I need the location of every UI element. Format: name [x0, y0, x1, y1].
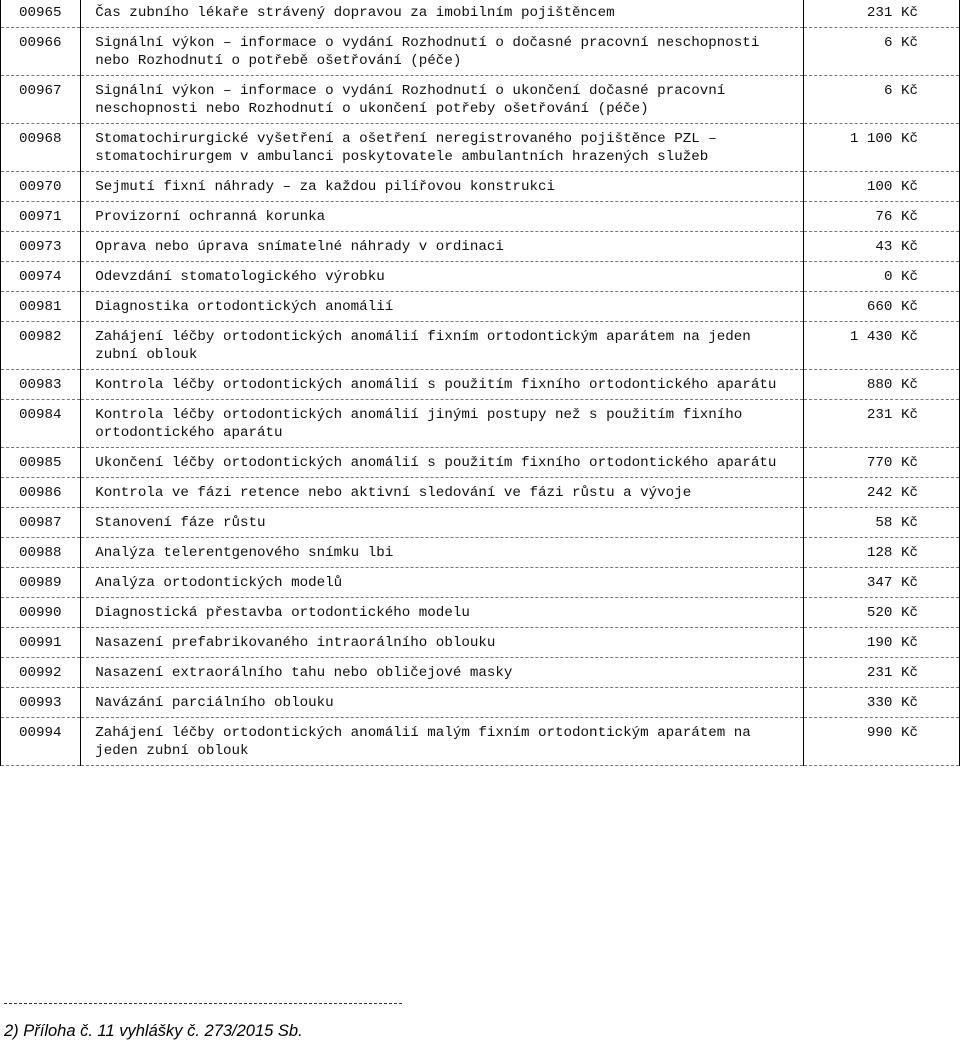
procedure-code: 00973: [1, 232, 81, 262]
procedure-price: 1 430 Kč: [803, 322, 959, 370]
procedure-code: 00981: [1, 292, 81, 322]
procedure-price: 330 Kč: [803, 688, 959, 718]
table-row: [1, 76, 960, 124]
procedure-description: Zahájení léčby ortodontických anomálií malým fixním ortodontickým aparátem na jeden zubní oblouk: [81, 718, 803, 766]
table-row: [1, 370, 960, 400]
procedure-description: Ukončení léčby ortodontických anomálií s použitím fixního ortodontického aparátu: [81, 448, 803, 478]
table-row: [1, 232, 960, 262]
table-row: [1, 400, 960, 448]
procedure-code: 00983: [1, 370, 81, 400]
procedure-description: Odevzdání stomatologického výrobku: [81, 262, 803, 292]
procedure-code: 00968: [1, 124, 81, 172]
procedure-price: 76 Kč: [803, 202, 959, 232]
procedure-price: 100 Kč: [803, 172, 959, 202]
table-row: [1, 628, 960, 658]
table-row: [1, 508, 960, 538]
procedure-price: 190 Kč: [803, 628, 959, 658]
procedure-code: 00992: [1, 658, 81, 688]
table-row: [1, 172, 960, 202]
procedure-code: 00990: [1, 598, 81, 628]
procedure-code: 00993: [1, 688, 81, 718]
procedure-description: Stomatochirurgické vyšetření a ošetření neregistrovaného pojištěnce PZL – stomatochirurgem v ambulanci poskytovatele ambulantních hrazených služeb: [81, 124, 803, 172]
footnote: 2) Příloha č. 11 vyhlášky č. 273/2015 Sb.: [4, 1022, 303, 1040]
procedure-price: 1 100 Kč: [803, 124, 959, 172]
procedure-description: Kontrola léčby ortodontických anomálií jinými postupy než s použitím fixního ortodontického aparátu: [81, 400, 803, 448]
procedure-price: 231 Kč: [803, 0, 959, 28]
procedure-price: 242 Kč: [803, 478, 959, 508]
procedure-code: 00986: [1, 478, 81, 508]
procedure-code: 00991: [1, 628, 81, 658]
procedure-description: Diagnostická přestavba ortodontického modelu: [81, 598, 803, 628]
procedure-price: 231 Kč: [803, 658, 959, 688]
procedure-description: Nasazení prefabrikovaného intraorálního oblouku: [81, 628, 803, 658]
table-row: [1, 292, 960, 322]
table-row: [1, 658, 960, 688]
procedure-description: Nasazení extraorálního tahu nebo obličejové masky: [81, 658, 803, 688]
procedure-code: 00984: [1, 400, 81, 448]
procedure-code: 00965: [1, 0, 81, 28]
table-row: [1, 568, 960, 598]
procedure-description: Signální výkon – informace o vydání Rozhodnutí o dočasné pracovní neschopnosti nebo Rozhodnutí o potřebě ošetřování (péče): [81, 28, 803, 76]
procedure-description: Čas zubního lékaře strávený dopravou za imobilním pojištěncem: [81, 0, 803, 28]
procedure-price: 770 Kč: [803, 448, 959, 478]
procedure-description: Provizorní ochranná korunka: [81, 202, 803, 232]
procedure-price: 6 Kč: [803, 28, 959, 76]
procedure-price: 520 Kč: [803, 598, 959, 628]
procedure-description: Analýza ortodontických modelů: [81, 568, 803, 598]
procedure-price: 347 Kč: [803, 568, 959, 598]
table-row: [1, 688, 960, 718]
table-row: [1, 538, 960, 568]
procedure-price: 990 Kč: [803, 718, 959, 766]
procedure-description: Navázání parciálního oblouku: [81, 688, 803, 718]
procedure-price: 58 Kč: [803, 508, 959, 538]
table-row: [1, 598, 960, 628]
procedure-description: Analýza telerentgenového snímku lbi: [81, 538, 803, 568]
table-row: [1, 0, 960, 28]
procedure-description: Kontrola ve fázi retence nebo aktivní sledování ve fázi růstu a vývoje: [81, 478, 803, 508]
table-row: [1, 202, 960, 232]
procedure-code: 00967: [1, 76, 81, 124]
procedure-code: 00988: [1, 538, 81, 568]
procedure-description: Oprava nebo úprava snímatelné náhrady v ordinaci: [81, 232, 803, 262]
procedure-description: Stanovení fáze růstu: [81, 508, 803, 538]
procedure-description: Diagnostika ortodontických anomálií: [81, 292, 803, 322]
table-row: [1, 262, 960, 292]
procedure-price: 880 Kč: [803, 370, 959, 400]
table-row: [1, 322, 960, 370]
procedure-code: 00974: [1, 262, 81, 292]
procedure-description: Signální výkon – informace o vydání Rozhodnutí o ukončení dočasné pracovní neschopnosti nebo Rozhodnutí o ukončení potřeby ošetřování (péče): [81, 76, 803, 124]
procedure-description: Zahájení léčby ortodontických anomálií fixním ortodontickým aparátem na jeden zubní oblouk: [81, 322, 803, 370]
procedure-code: 00970: [1, 172, 81, 202]
table-row: [1, 448, 960, 478]
footnote-separator: [4, 1003, 402, 1004]
table-row: [1, 478, 960, 508]
table-row: [1, 718, 960, 766]
procedure-code: 00982: [1, 322, 81, 370]
table-row: [1, 28, 960, 76]
procedure-code: 00989: [1, 568, 81, 598]
procedure-description: Sejmutí fixní náhrady – za každou pilířovou konstrukci: [81, 172, 803, 202]
procedure-price: 0 Kč: [803, 262, 959, 292]
procedure-price: 43 Kč: [803, 232, 959, 262]
procedure-code: 00971: [1, 202, 81, 232]
procedure-price: 128 Kč: [803, 538, 959, 568]
procedure-price: 231 Kč: [803, 400, 959, 448]
procedure-price: 660 Kč: [803, 292, 959, 322]
procedure-price: 6 Kč: [803, 76, 959, 124]
procedure-description: Kontrola léčby ortodontických anomálií s použitím fixního ortodontického aparátu: [81, 370, 803, 400]
procedure-code: 00966: [1, 28, 81, 76]
procedure-code: 00985: [1, 448, 81, 478]
table-row: [1, 124, 960, 172]
procedure-code: 00987: [1, 508, 81, 538]
procedure-code: 00994: [1, 718, 81, 766]
